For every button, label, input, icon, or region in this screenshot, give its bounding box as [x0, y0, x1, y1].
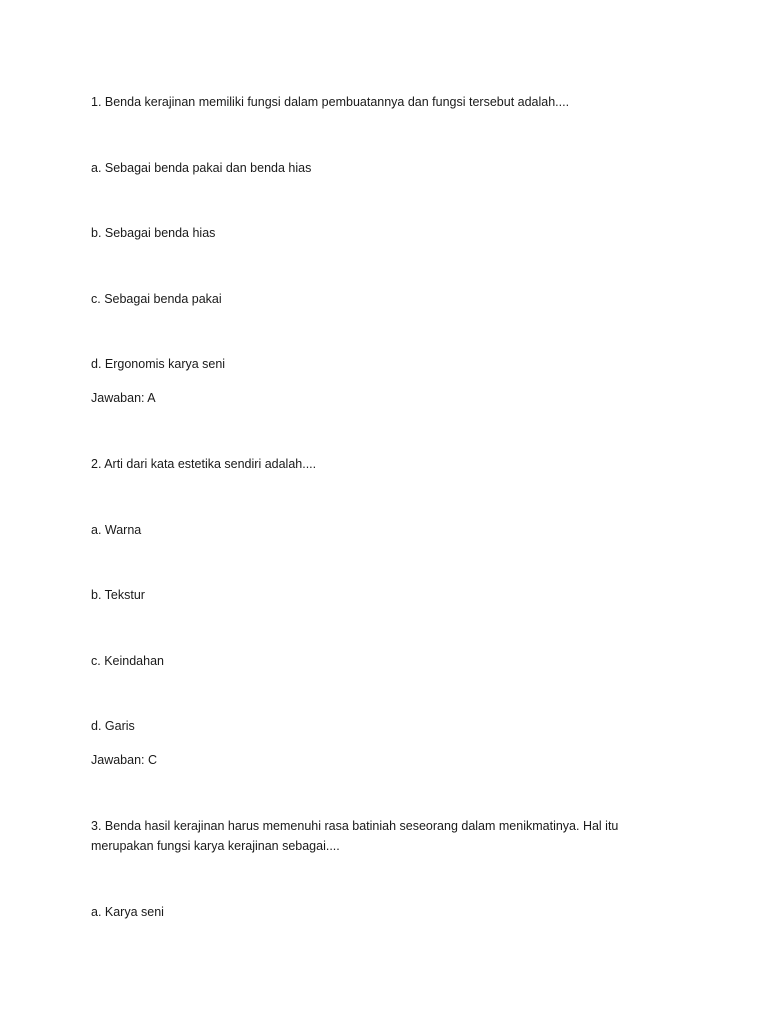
question-1-option-a: a. Sebagai benda pakai dan benda hias	[91, 161, 312, 175]
question-1-text: 1. Benda kerajinan memiliki fungsi dalam pembuatannya dan fungsi tersebut adalah....	[91, 95, 570, 109]
question-3-text-line-2: merupakan fungsi karya kerajinan sebagai....	[91, 839, 340, 853]
question-2-option-a: a. Warna	[91, 523, 142, 537]
question-1-option-d: d. Ergonomis karya seni	[91, 357, 226, 371]
question-2-answer: Jawaban: C	[91, 753, 158, 767]
question-2-option-b: b. Tekstur	[91, 588, 145, 602]
question-1-option-c: c. Sebagai benda pakai	[91, 292, 222, 306]
question-2-option-d: d. Garis	[91, 719, 135, 733]
question-2-option-c: c. Keindahan	[91, 654, 164, 668]
question-1-option-b: b. Sebagai benda hias	[91, 226, 216, 240]
question-1-answer: Jawaban: A	[91, 391, 156, 405]
question-3-text-line-1: 3. Benda hasil kerajinan harus memenuhi rasa batiniah seseorang dalam menikmatinya. Hal itu	[91, 819, 619, 833]
question-2-text: 2. Arti dari kata estetika sendiri adalah....	[91, 457, 317, 471]
question-3-option-a: a. Karya seni	[91, 905, 164, 919]
